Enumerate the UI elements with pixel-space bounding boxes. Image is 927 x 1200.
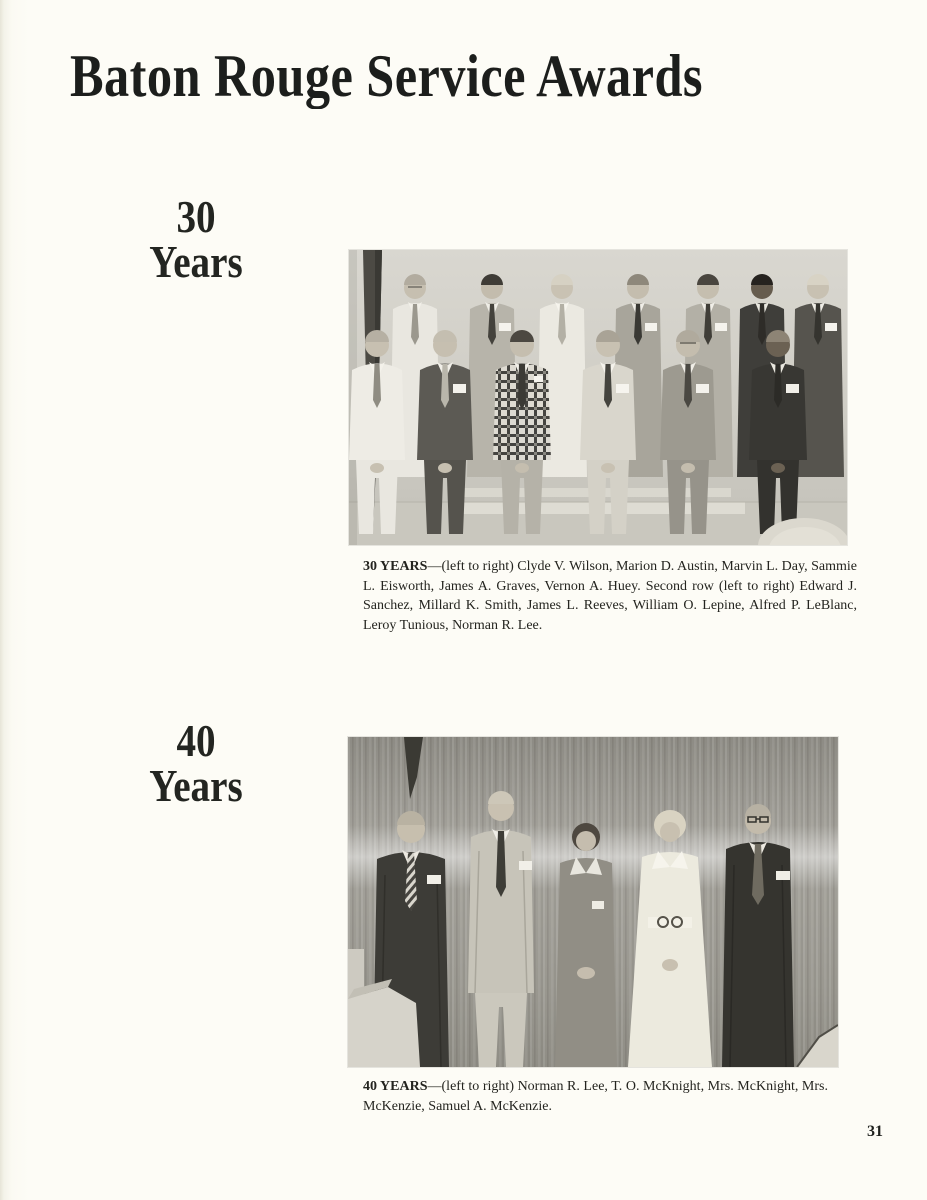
caption-30-years xyxy=(363,557,857,635)
year-word: Years xyxy=(149,760,243,811)
caption-lead: 40 YEARS xyxy=(363,1079,428,1094)
group-photo-40-years-illustration xyxy=(348,737,838,1067)
year-word: Years xyxy=(149,236,243,287)
page-title: Baton Rouge Service Awards xyxy=(70,43,703,109)
group-photo-40-years xyxy=(348,737,838,1067)
caption-lead: 30 YEARS xyxy=(363,559,428,574)
year-number: 30 xyxy=(176,191,216,242)
caption-body: —(left to right) Clyde V. Wilson, Marion D. Austin, Marvin L. Day, Sammie L. Eisworth, James A. Graves, Vernon A. Huey. Second row (left to right) Edward J. Sanchez, Millard K. Smith, James L. Reeves, William O. Lepine, Alfred P. LeBlanc, Leroy Tunious, Norman R. Lee. xyxy=(363,559,857,633)
year-label-30 xyxy=(128,191,264,287)
group-photo-30-years xyxy=(349,250,847,545)
year-number: 40 xyxy=(176,715,216,766)
caption-body: —(left to right) Norman R. Lee, T. O. McKnight, Mrs. McKnight, Mrs. McKenzie, Samuel A. McKenzie. xyxy=(363,1079,828,1114)
year-label-40 xyxy=(128,715,264,811)
caption-40-years xyxy=(363,1077,828,1116)
page-number: 31 xyxy=(867,1123,883,1140)
group-photo-30-years-illustration xyxy=(349,250,847,545)
